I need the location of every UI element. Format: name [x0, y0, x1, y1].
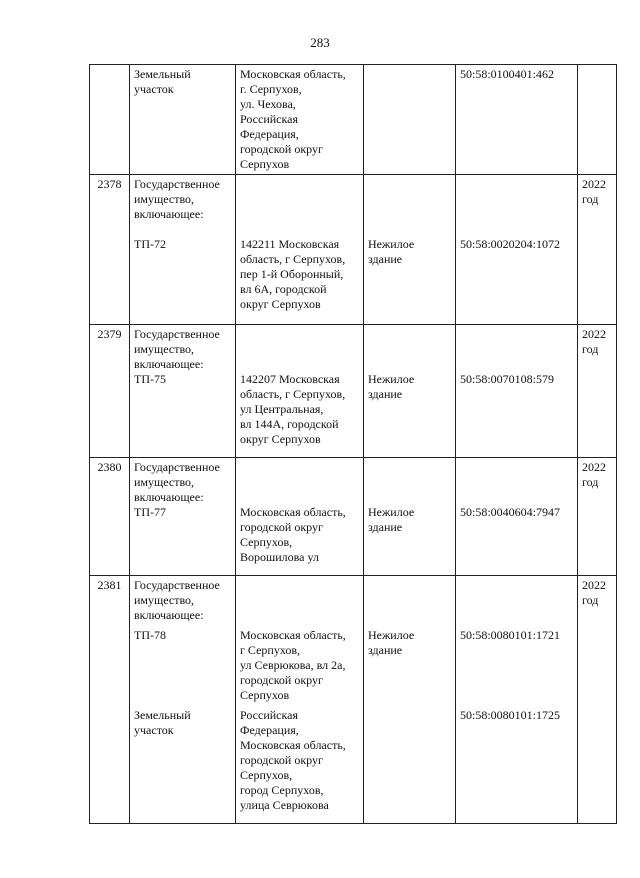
cadastral-cell: 50:58:0100401:462	[456, 65, 578, 175]
address-cell: 142207 Московская область, г Серпухов, ул Центральная, вл 144А, городской округ Серпухов	[236, 325, 364, 458]
row-number-cell: 2380	[90, 458, 130, 576]
year-cell: 2022 год	[578, 175, 617, 325]
address-cell: Московская область, городской округ Серпухов, Ворошилова ул	[236, 458, 364, 576]
table-row	[90, 65, 617, 175]
type-cell: Нежилое здание	[364, 458, 456, 576]
year-cell: 2022 год	[578, 576, 617, 824]
row-number-cell: 2378	[90, 175, 130, 325]
row-number-cell: 2379	[90, 325, 130, 458]
year-cell: 2022 год	[578, 325, 617, 458]
address-cell: Московская область, г Серпухов, ул Севрюкова, вл 2а, городской округ Серпухов Российская Федерация, Московская область, городской округ Серпухов, город Серпухов, улица Севрюкова	[236, 576, 364, 824]
type-cell: Нежилое здание	[364, 576, 456, 824]
year-cell: 2022 год	[578, 458, 617, 576]
name-cell: Государственное имущество, включающее: ТП-75	[130, 325, 236, 458]
cadastral-cell: 50:58:0020204:1072	[456, 175, 578, 325]
year-cell	[578, 65, 617, 175]
table-row	[90, 325, 617, 458]
address-cell: Московская область, г. Серпухов, ул. Чехова, Российская Федерация, городской округ Серпухов	[236, 65, 364, 175]
row-number-cell	[90, 65, 130, 175]
cadastral-cell: 50:58:0040604:7947	[456, 458, 578, 576]
name-cell: Государственное имущество, включающее: ТП-72	[130, 175, 236, 325]
table-row	[90, 458, 617, 576]
table-row	[90, 175, 617, 325]
page-number: 283	[310, 35, 330, 50]
name-cell: Земельный участок	[130, 65, 236, 175]
type-cell	[364, 65, 456, 175]
cadastral-cell: 50:58:0070108:579	[456, 325, 578, 458]
registry-table	[89, 64, 617, 824]
table-row	[90, 576, 617, 824]
type-cell: Нежилое здание	[364, 175, 456, 325]
name-cell: Государственное имущество, включающее: ТП-77	[130, 458, 236, 576]
name-cell: Государственное имущество, включающее: ТП-78 Земельный участок	[130, 576, 236, 824]
row-number-cell: 2381	[90, 576, 130, 824]
type-cell: Нежилое здание	[364, 325, 456, 458]
address-cell: 142211 Московская область, г Серпухов, пер 1-й Оборонный, вл 6А, городской округ Серпухов	[236, 175, 364, 325]
cadastral-cell: 50:58:0080101:1721 50:58:0080101:1725	[456, 576, 578, 824]
